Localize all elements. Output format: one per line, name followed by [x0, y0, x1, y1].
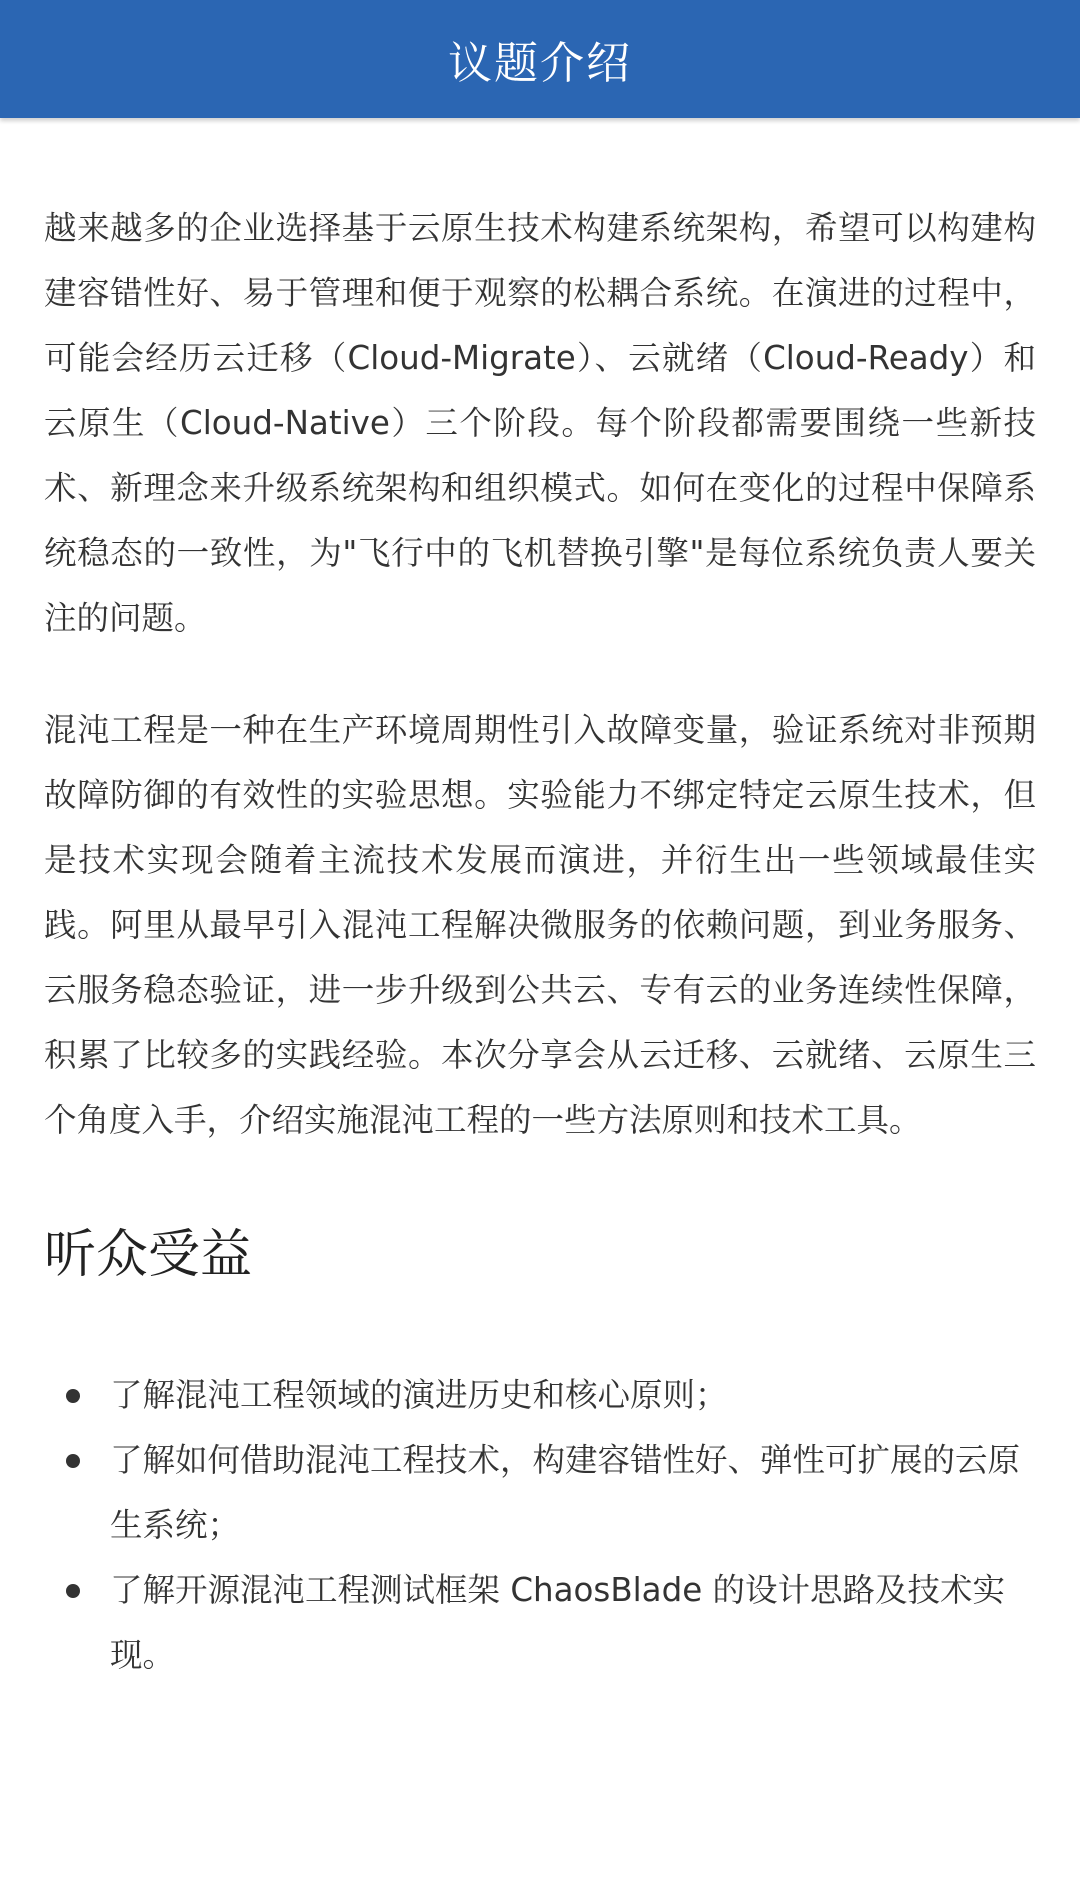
list-item	[44, 1428, 1036, 1558]
header-bar	[0, 0, 1080, 118]
list-item	[44, 1558, 1036, 1688]
benefits-heading: 听众受益	[44, 1225, 253, 1285]
benefit-text: 了解混沌工程领域的演进历史和核心原则；	[110, 1376, 728, 1414]
list-item	[44, 1363, 1036, 1428]
benefit-text: 了解开源混沌工程测试框架 ChaosBlade 的设计思路及技术实现。	[110, 1571, 1006, 1674]
benefit-text: 了解如何借助混沌工程技术，构建容错性好、弹性可扩展的云原生系统；	[110, 1441, 1021, 1544]
intro-paragraph-1: 越来越多的企业选择基于云原生技术构建系统架构，希望可以构建构建容错性好、易于管理和便于观察的松耦合系统。在演进的过程中，可能会经历云迁移（Cloud-Migrate）、云就绪（Cloud-Ready）和云原生（Cloud-Native）三个阶段。每个阶段都需要围绕一些新技术、新理念来升级系统架构和组织模式。如何在变化的过程中保障系统稳态的一致性，为"飞行中的飞机替换引擎"是每位系统负责人要关注的问题。	[44, 209, 1036, 637]
page-title: 议题介绍	[448, 38, 632, 89]
benefits-list	[44, 1363, 1036, 1688]
bullet-dot-icon	[66, 1584, 80, 1598]
article-content	[44, 196, 1036, 1688]
bullet-dot-icon	[66, 1454, 80, 1468]
bullet-dot-icon	[66, 1389, 80, 1403]
intro-paragraph-2: 混沌工程是一种在生产环境周期性引入故障变量，验证系统对非预期故障防御的有效性的实验思想。实验能力不绑定特定云原生技术，但是技术实现会随着主流技术发展而演进，并衍生出一些领域最佳实践。阿里从最早引入混沌工程解决微服务的依赖问题，到业务服务、云服务稳态验证，进一步升级到公共云、专有云的业务连续性保障，积累了比较多的实践经验。本次分享会从云迁移、云就绪、云原生三个角度入手，介绍实施混沌工程的一些方法原则和技术工具。	[44, 711, 1036, 1139]
